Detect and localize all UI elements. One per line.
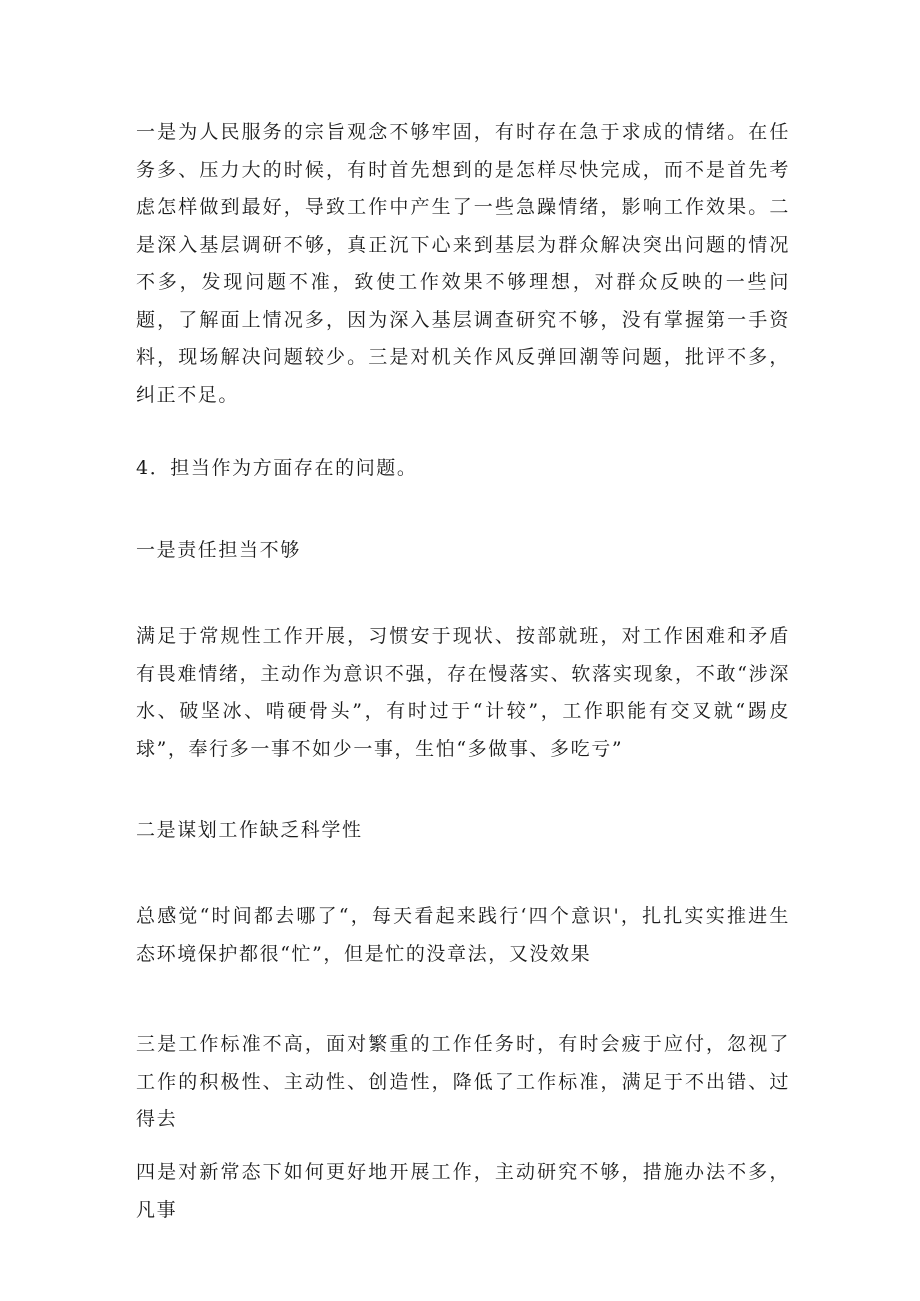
section-heading-responsibility: 4．担当作为方面存在的问题。 <box>136 457 418 479</box>
subheading-two: 二是谋划工作缺乏科学性 <box>136 819 363 841</box>
paragraph-four: 四是对新常态下如何更好地开展工作，主动研究不够，措施办法不多，凡事 <box>136 1161 790 1221</box>
paragraph-service-attitude: 一是为人民服务的宗旨观念不够牢固，有时存在急于求成的情绪。在任务多、压力大的时候，有时首先想到的是怎样尽快完成，而不是首先考虑怎样做到最好，导致工作中产生了一些急躁情绪，影响工作效果。二是深入基层调研不够，真正沉下心来到基层为群众解决突出问题的情况不多，发现问题不准，致使工作效果不够理想，对群众反映的一些问题，了解面上情况多，因为深入基层调查研究不够，没有掌握第一手资料，现场解决问题较少。三是对机关作风反弹回潮等问题，批评不多，纠正不足。 <box>136 121 790 406</box>
paragraph-responsibility-detail: 满足于常规性工作开展，习惯安于现状、按部就班，对工作困难和矛盾有畏难情绪，主动作为意识不强，存在慢落实、软落实现象，不敢“涉深水、破坚冰、啃硬骨头”，有时过于“计较”，工作职能有交叉就“踢皮球”，奉行多一事不如少一事，生怕“多做事、多吃亏” <box>136 625 790 760</box>
subheading-one: 一是责任担当不够 <box>136 539 301 561</box>
paragraph-planning-detail: 总感觉“时间都去哪了“，每天看起来践行‘四个意识'，扎扎实实推进生态环境保护都很“忙”，但是忙的没章法，又没效果 <box>136 905 790 965</box>
paragraph-three: 三是工作标准不高，面对繁重的工作任务时，有时会疲于应付，忽视了工作的积极性、主动性、创造性，降低了工作标准，满足于不出错、过得去 <box>136 1033 790 1130</box>
